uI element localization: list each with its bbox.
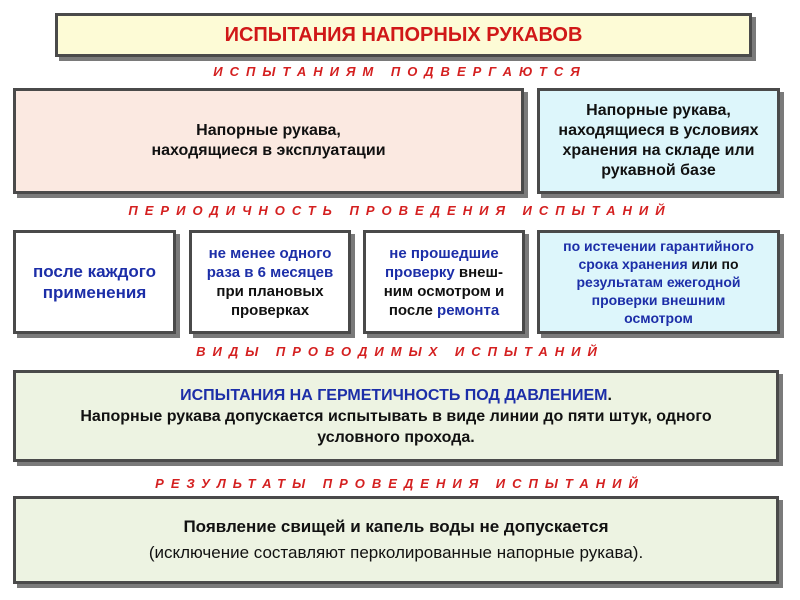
periodicity-failed-check-line-1: не прошедшие (389, 245, 499, 262)
section-label-results: РЕЗУЛЬТАТЫ ПРОВЕДЕНИЯ ИСПЫТАНИЙ (155, 476, 645, 491)
periodicity-warranty-line-2-black: или по (687, 256, 739, 272)
periodicity-failed-check-line-4-blue: ремонта (437, 302, 500, 319)
title-box (55, 13, 752, 57)
periodicity-after-use-box (13, 230, 176, 334)
subject-in-storage-line-1: Напорные рукава, (586, 102, 731, 119)
periodicity-warranty-line-2-blue: срока хранения (578, 256, 688, 272)
test-type-description-line-2: условного прохода. (317, 428, 475, 446)
periodicity-failed-check-box (363, 230, 525, 334)
periodicity-failed-check-line-4 (389, 301, 499, 320)
subject-in-storage-line-3: хранения на складе или (562, 142, 755, 159)
section-label-periodicity: ПЕРИОДИЧНОСТЬ ПРОВЕДЕНИЯ ИСПЫТАНИЙ (128, 203, 672, 218)
periodicity-warranty-box (537, 230, 780, 334)
periodicity-failed-check-line-2-black: внеш- (454, 264, 504, 281)
test-type-heading-line (180, 385, 612, 406)
result-line-2: (исключение составляют перколированные напорные рукава). (148, 543, 644, 562)
page-title: ИСПЫТАНИЯ НАПОРНЫХ РУКАВОВ (224, 23, 583, 46)
periodicity-failed-check-line-4-black: после (388, 302, 438, 319)
test-type-heading: ИСПЫТАНИЯ НА ГЕРМЕТИЧНОСТЬ ПОД ДАВЛЕНИЕМ (180, 386, 608, 404)
periodicity-warranty-line-2 (578, 255, 738, 273)
test-type-box (13, 370, 779, 462)
periodicity-failed-check-line-2 (385, 263, 503, 282)
periodicity-six-months-line-3: при плановых (216, 283, 324, 300)
test-type-heading-dot: . (607, 386, 612, 404)
periodicity-six-months-line-1: не менее одного (208, 245, 332, 262)
subject-in-storage-line-4: рукавной базе (601, 162, 716, 179)
result-line-1: Появление свищей и капель воды не допускается (183, 517, 609, 536)
periodicity-warranty-line-4: проверки внешним (591, 292, 726, 308)
subject-in-storage-line-2: находящиеся в условиях (558, 122, 759, 139)
result-box (13, 496, 779, 584)
section-label-subject: ИСПЫТАНИЯМ ПОДВЕРГАЮТСЯ (213, 64, 587, 79)
subject-in-service-box (13, 88, 524, 194)
subject-in-service-line-1: Напорные рукава, (196, 122, 341, 139)
periodicity-six-months-line-4: проверках (230, 302, 310, 319)
test-type-description-line-1: Напорные рукава допускается испытывать в виде линии до пяти штук, одного (80, 407, 712, 425)
periodicity-warranty-line-3: результатам ежегодной (576, 274, 741, 290)
periodicity-failed-check-line-3: ним осмотром и (383, 283, 505, 300)
periodicity-after-use-line-2: применения (42, 283, 147, 302)
subject-in-storage-box (537, 88, 780, 194)
periodicity-six-months-box (189, 230, 351, 334)
periodicity-six-months-line-2: раза в 6 месяцев (206, 264, 334, 281)
periodicity-failed-check-line-2-blue: проверку (384, 264, 455, 281)
section-label-types: ВИДЫ ПРОВОДИМЫХ ИСПЫТАНИЙ (196, 344, 604, 359)
periodicity-warranty-line-5: осмотром (624, 310, 693, 326)
periodicity-after-use-line-1: после каждого (32, 262, 157, 281)
periodicity-warranty-line-1: по истечении гарантийного (563, 238, 754, 254)
subject-in-service-line-2: находящиеся в эксплуатации (151, 142, 386, 159)
